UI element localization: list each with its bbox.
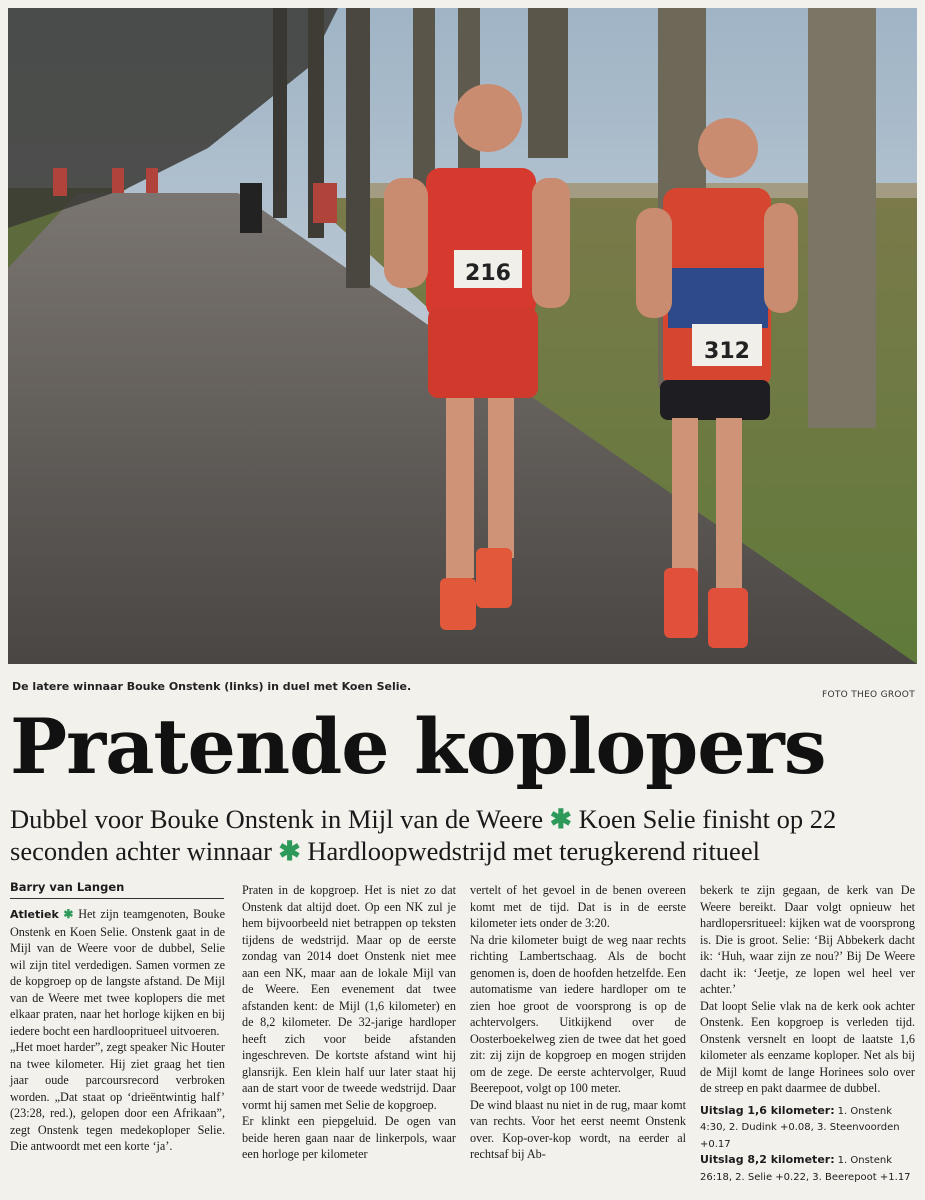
article-column-4 <box>700 882 915 1185</box>
paragraph: „Het moet harder”, zegt speaker Nic Houter na twee kilometer. Hij ziet graag het tien jaar oude parcoursrecord verbroken worden. „Dat staat op ‘drieëntwintig half’ (23:28, red.), gelopen door een Afrikaan”, zegt Onstenk tegen medekoploper Selie. Die antwoordt met een korte ‘ja’. <box>10 1040 225 1153</box>
article-column-2 <box>242 882 456 1163</box>
subhead-part: Hardloopwedstrijd met terugkerend ritueel <box>307 836 760 866</box>
paragraph: Praten in de kopgroep. Het is niet zo dat Onstenk dat altijd doet. Op een NK zul je hem bijvoorbeeld niet betrappen op teksten tijdens de wedstrijd. Maar op de eerste zondag van 2014 doet Onstenk niet mee aan een NK, maar aan de lokale Mijl van de Weere. Een evenement dat twee afstanden kent: de Mijl (1,6 kilometer) en de 8,2 kilometer. De 32-jarige hardloper heeft zich voor beide afstanden ingeschreven. De kortste afstand wint hij glansrijk. Een klein half uur later staat hij aan de start voor de tweede wedstrijd. Daar vormt hij samen met Selie de kopgroep. <box>242 883 456 1112</box>
subhead-part: Dubbel voor Bouke Onstenk in Mijl van de Weere <box>10 804 544 834</box>
paragraph: bekerk te zijn gegaan, de kerk van De Weere bereikt. Daar volgt opnieuw het hardlopersritueel: kijken wat de voorsprong is. Die is groot. Selie: ‘Bij Abbekerk dacht ik: ‘Huh, waar zijn ze nou?’ Bij De Weere dacht ik: ‘Jeetje, ze lopen wel heel ver achter.’ <box>700 883 915 996</box>
rubric: Atletiek <box>10 908 59 921</box>
paragraph: Na drie kilometer buigt de weg naar rechts richting Lambertschaag. Als de bocht genomen is, doen de hoofden hetzelfde. Een automatisme van iedere hardloper om te zien hoe groot de voorsprong is op de achtervolgers. Uitkijkend over de Oosterboekelweg zien de twee dat het goed zit: zij zijn de kopgroep en mogen strijden om de zege. De eerste achtervolger, Ruud Beerepoot, volgt op 100 meter. <box>470 932 686 1095</box>
paragraph: Er klinkt een piepgeluid. De ogen van beide heren gaan naar de linkerpols, waar een horloge per kilometer <box>242 1114 456 1161</box>
photo-caption: De latere winnaar Bouke Onstenk (links) in duel met Koen Selie. <box>12 680 412 693</box>
star-icon: ✱ <box>278 836 301 866</box>
paragraph: De wind blaast nu niet in de rug, maar komt van rechts. Voor het eerst neemt Onstenk over. Kop-over-kop wordt, na eerder al rechtsaf bij Ab- <box>470 1097 686 1161</box>
results-box <box>700 1103 915 1186</box>
bib-number-right: 312 <box>704 339 750 364</box>
result-text: 1. Onstenk 4:30, 2. Dudink +0.08, 3. Steenvoorden +0.17 <box>700 1105 900 1150</box>
paragraph: vertelt of het gevoel in de benen overeen komt met de tijd. Dat is in de eerste kilometer iets onder de 3:20. <box>470 883 686 930</box>
result-text: 1. Onstenk 26:18, 2. Selie +0.22, 3. Beerepoot +1.17 <box>700 1155 911 1183</box>
race-photo-illustration <box>8 8 917 664</box>
result-line <box>700 1152 915 1185</box>
subhead-part: Koen Selie finisht op 22 seconden achter winnaar <box>10 804 837 866</box>
paragraph <box>10 906 225 1039</box>
result-label: Uitslag 1,6 kilometer: <box>700 1103 835 1117</box>
star-icon: ✱ <box>549 804 573 834</box>
result-label: Uitslag 8,2 kilometer: <box>700 1153 835 1166</box>
photo-credit: FOTO THEO GROOT <box>822 690 915 700</box>
star-icon: ✱ <box>63 907 74 921</box>
headline: Pratende koplopers <box>10 702 826 791</box>
bib-number-left: 216 <box>465 261 511 286</box>
race-photo <box>8 8 917 664</box>
paragraph: Dat loopt Selie vlak na de kerk ook achter Onstenk. Een kopgroep is verleden tijd. Onstenk versnelt en loopt de laatste 1,6 kilometer als eenzame koploper. Net als bij de Mijl komt de lange Horinees solo over de streep en pakt daarmee de dubbel. <box>700 998 915 1095</box>
paragraph-text: Het zijn teamgenoten, Bouke Onstenk en Koen Selie. Onstenk gaat in de Mijl van de Weere voor de dubbel, Selie wil zijn titel verdedigen. Samen vormen ze de kopgroep op de langste afstand. De Mijl van de Weere met twee koplopers die met elkaar praten, naar het horloge kijken en bij iedere bocht een hardloopritueel uitvoeren. <box>10 907 225 1038</box>
subheadline <box>10 803 915 867</box>
result-line <box>700 1103 915 1153</box>
article-column-1 <box>10 906 225 1155</box>
article-column-3 <box>470 882 686 1163</box>
byline: Barry van Langen <box>10 880 224 899</box>
